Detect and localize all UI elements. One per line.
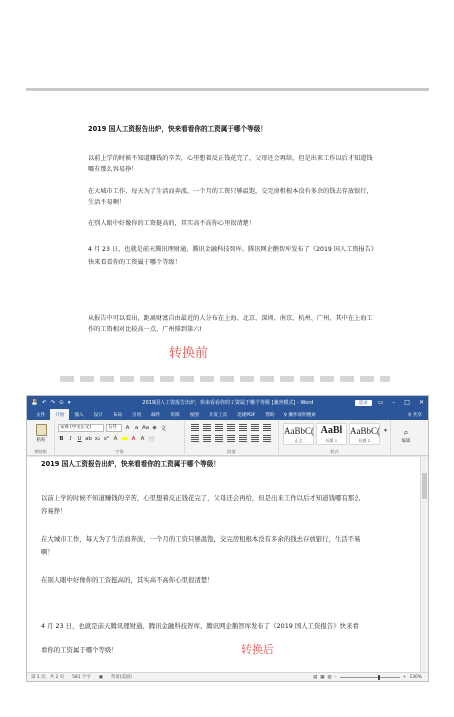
font-row-1 — [58, 424, 167, 432]
style-name: 正文 — [294, 438, 303, 443]
font-size-select[interactable]: 五号 — [106, 424, 122, 432]
tab-insert[interactable]: 插入 — [74, 412, 84, 418]
print-layout-icon[interactable]: ▦ — [320, 674, 325, 680]
doc-paragraph: 在大城市工作，每天为了生活而奔波，一个月的工资只够温饱，交完房租根本没有多余的钱去存放银行，生活不易啊！ — [88, 188, 373, 206]
borders-icon[interactable] — [263, 435, 271, 442]
doc-paragraph: 以前上学的时候不知道赚钱的辛苦，心里想着反正钱花完了，父母还会再给，但是出来工作以后才知道钱哪有那么容易挣！ — [88, 155, 373, 173]
ribbon-tabs — [27, 409, 428, 420]
style-name: 标题 1 — [325, 438, 338, 443]
clear-format-button[interactable]: ◈ — [152, 425, 157, 431]
decrease-indent-icon[interactable] — [227, 424, 235, 431]
bullets-icon[interactable] — [191, 424, 199, 431]
title-bar — [27, 396, 428, 409]
customize-icon[interactable]: ⊙ — [59, 399, 64, 406]
document-page[interactable] — [27, 457, 422, 672]
scrollbar-thumb[interactable] — [422, 473, 427, 499]
page-count[interactable]: 第 1 页，共 2 页 — [31, 675, 65, 680]
doc-paragraph: 4 月 23 日，也就是前天腾讯理财通、腾讯金融科技智库、腾讯网企鹅智库发布了《2019 国人工资报告》快来看看你的工资属于哪个等级！ — [88, 246, 378, 266]
clipboard-label: 剪贴板 — [34, 449, 47, 454]
chevron-down-icon[interactable]: ▾ — [67, 399, 71, 406]
paste-label: 粘贴 — [36, 438, 46, 443]
text-effects-button[interactable]: A — [113, 436, 118, 442]
style-name: 标题 2 — [358, 438, 371, 443]
doc-title: 2019 国人工资报告出炉，快来看看你的工资属于哪个等级！ — [88, 125, 267, 133]
ribbon-display-icon[interactable]: ▭ — [377, 399, 384, 406]
doc-paragraph: 从报告中可以看出，距离财富自由最近的人分布在上海、北京、深圳、南京、杭州、广州，其中在上海工作的工资相对比较高一点，广州排到第六! — [88, 315, 373, 333]
show-marks-icon[interactable] — [263, 424, 271, 431]
align-center-icon[interactable] — [203, 435, 211, 442]
doc-paragraph: 在别人眼中好像你的工资挺高的，其实高不高你心里很清楚！ — [41, 576, 214, 584]
underline-button[interactable]: U — [77, 436, 82, 442]
font-name-select[interactable]: 宋体 (中文正文) — [58, 424, 104, 432]
before-annotation: 转换前 — [169, 346, 209, 361]
increase-indent-icon[interactable] — [239, 424, 247, 431]
clipboard-icon — [36, 424, 47, 436]
style-heading-1[interactable] — [316, 423, 347, 445]
font-label: 字体 — [115, 449, 124, 454]
justify-icon[interactable] — [227, 435, 235, 442]
zoom-out-icon[interactable]: – — [334, 674, 337, 680]
tab-view[interactable]: 视图 — [189, 412, 199, 418]
tell-me-search[interactable]: ♀ 操作说明搜索 — [283, 412, 316, 418]
style-sample: AaBl — [320, 425, 343, 436]
vertical-scrollbar[interactable] — [420, 457, 428, 672]
undo-icon[interactable]: ↶ — [41, 399, 47, 406]
edit-button[interactable] — [397, 428, 415, 444]
paragraph-label: 段落 — [227, 449, 236, 454]
change-case-button[interactable]: Aa — [142, 425, 150, 431]
tab-developer[interactable]: 开发工具 — [208, 412, 228, 418]
style-normal[interactable] — [283, 423, 314, 445]
paragraph-group — [185, 420, 279, 456]
language[interactable]: 英语(美国) — [110, 675, 132, 680]
numbering-icon[interactable] — [203, 424, 211, 431]
align-right-icon[interactable] — [215, 435, 223, 442]
styles-label: 样式 — [330, 449, 339, 454]
clipboard-group — [27, 420, 55, 456]
tab-file[interactable]: 文件 — [36, 412, 46, 418]
edit-label: 编辑 — [401, 439, 411, 444]
multilevel-list-icon[interactable] — [215, 424, 223, 431]
tab-references[interactable]: 引用 — [132, 412, 142, 418]
document-before-conversion — [26, 88, 429, 380]
superscript-button[interactable]: x² — [103, 436, 110, 442]
font-color-button[interactable]: A — [131, 436, 136, 442]
quick-access-toolbar — [31, 400, 101, 406]
shrink-font-button[interactable]: a — [134, 425, 139, 431]
window-title: 2019国人工资报告出炉，快来看看你的工资属于哪个等级 [兼容模式] - Word — [142, 400, 314, 406]
zoom-level[interactable]: 130% — [409, 674, 422, 680]
zoom-slider[interactable] — [340, 677, 400, 678]
tab-home[interactable]: 开始 — [50, 409, 69, 420]
subscript-button[interactable]: x₂ — [94, 436, 101, 442]
style-sample: AaBbC( — [284, 426, 314, 436]
cut-divider — [60, 376, 390, 382]
tab-review[interactable]: 审阅 — [170, 412, 180, 418]
align-left-icon[interactable] — [191, 435, 199, 442]
sort-icon[interactable] — [251, 424, 259, 431]
document-area — [27, 457, 428, 672]
doc-paragraph: 在别人眼中好像你的工资挺高的，其实高不高你心里很清楚！ — [88, 220, 256, 227]
tab-design[interactable]: 设计 — [93, 412, 103, 418]
style-heading-2[interactable] — [349, 423, 380, 445]
ribbon-home — [27, 420, 428, 456]
char-shading-button[interactable]: A — [140, 436, 145, 442]
zoom-slider-knob[interactable] — [378, 675, 380, 680]
share-button[interactable]: ♀ 共享 — [407, 412, 422, 418]
shading-icon[interactable] — [251, 435, 259, 442]
phonetic-button[interactable]: 文 — [160, 426, 167, 432]
tab-mailings[interactable]: 邮件 — [151, 412, 161, 418]
style-sample: AaBbC( — [350, 426, 380, 436]
word-window — [26, 395, 429, 682]
minimize-icon[interactable]: – — [392, 399, 396, 406]
proofing-icon[interactable]: ▣ — [98, 674, 103, 680]
para-row-1 — [191, 424, 271, 431]
highlight-icon — [121, 437, 128, 440]
font-row-2 — [58, 435, 155, 443]
window-controls — [378, 399, 424, 406]
strikethrough-button[interactable]: ab — [85, 436, 92, 442]
paste-button[interactable] — [33, 424, 49, 444]
web-layout-icon[interactable]: ▥ — [327, 674, 332, 680]
tab-help[interactable]: 帮助 — [265, 412, 275, 418]
doc-paragraph: 以前上学的时候不知道赚钱的辛苦，心里想着反正钱花完了，父母还会再给，但是出来工作以后才知道钱哪有那么容易挣！ — [41, 494, 361, 515]
maximize-icon[interactable]: □ — [404, 399, 410, 406]
login-button[interactable]: 登录 — [355, 400, 372, 406]
doc-title: 2019 国人工资报告出炉，快来看看你的工资属于哪个等级！ — [41, 460, 220, 468]
styles-group — [279, 420, 391, 456]
styles-more-icon[interactable]: ▾ — [384, 428, 387, 434]
enclose-char-button[interactable]: ㊀ — [148, 437, 155, 443]
doc-paragraph: 在大城市工作，每天为了生活而奔波，一个月的工资只够温饱，交完房租根本没有多余的钱去存放银行，生活不易啊！ — [41, 535, 361, 556]
redo-icon[interactable]: ↷ — [50, 399, 56, 406]
close-icon[interactable]: ✕ — [418, 399, 424, 406]
font-group — [55, 420, 185, 456]
tab-xunjie-pdf[interactable]: 迅捷PDF — [237, 412, 256, 418]
doc-paragraph: 4 月 23 日，也就是前天腾讯理财通、腾讯金融科技智库、腾讯网企鹅智库发布了《2019 国人工资报告》快来看看你的工资属于哪个等级！ — [41, 622, 359, 654]
grow-font-button[interactable]: A — [125, 425, 130, 431]
italic-button[interactable]: I — [69, 436, 72, 442]
line-spacing-icon[interactable] — [239, 435, 247, 442]
para-row-2 — [191, 435, 271, 442]
word-count[interactable]: 581 个字 — [72, 675, 91, 680]
read-mode-icon[interactable]: ▤ — [313, 674, 318, 680]
after-annotation: 转换后 — [241, 643, 274, 656]
zoom-in-icon[interactable]: + — [402, 674, 407, 680]
highlight-button[interactable] — [121, 436, 128, 442]
tab-layout[interactable]: 布局 — [112, 412, 123, 418]
status-bar — [27, 672, 428, 681]
save-icon[interactable]: 💾 — [31, 399, 38, 406]
zoom-control — [313, 675, 422, 680]
find-icon: ⌕ — [403, 428, 409, 438]
bold-button[interactable]: B — [59, 436, 64, 442]
